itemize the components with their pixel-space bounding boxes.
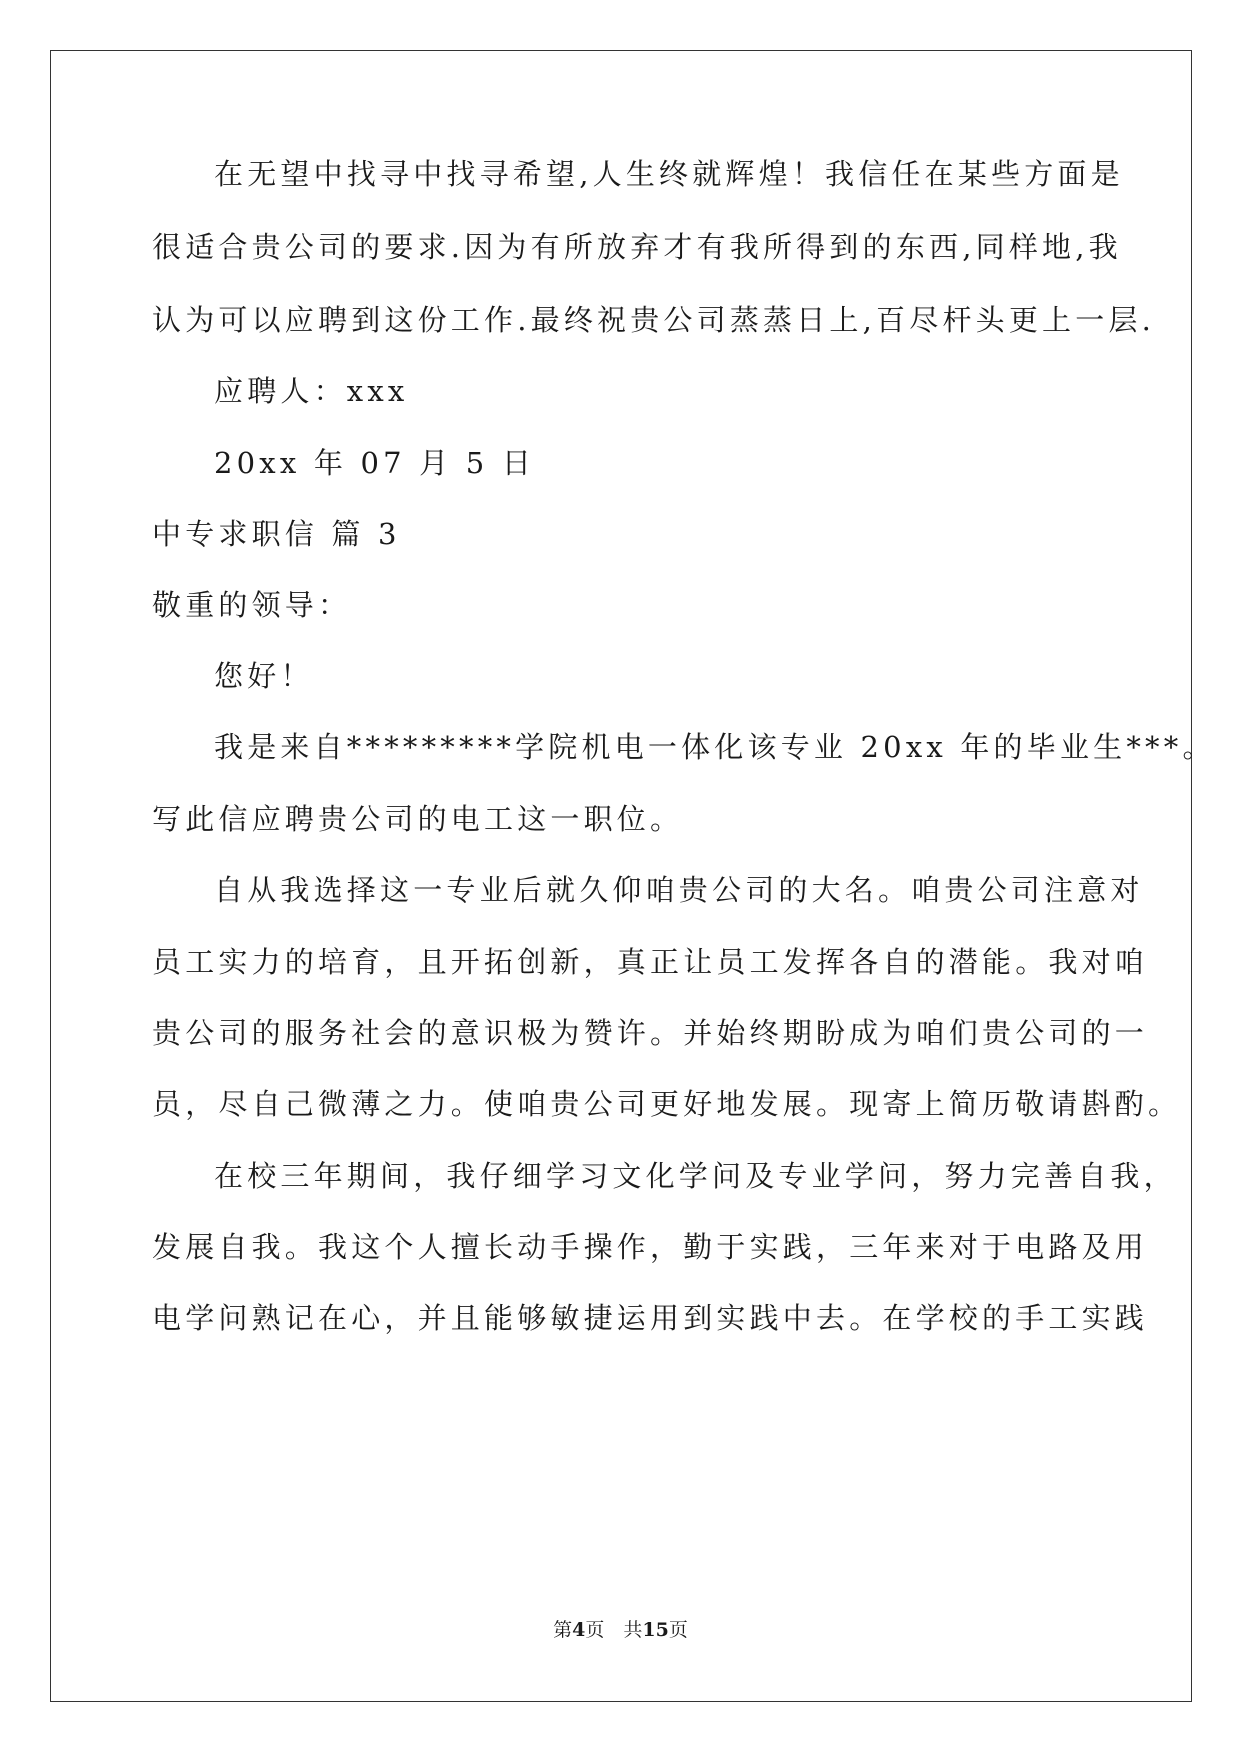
paragraph-line: 员，尽自己微薄之力。使咱贵公司更好地发展。现寄上简历敬请斟酌。 bbox=[152, 1087, 1182, 1121]
applicant-signature: 应聘人：xxx bbox=[214, 374, 409, 408]
page-number-total: 15 bbox=[642, 1619, 669, 1641]
salutation: 敬重的领导： bbox=[152, 588, 352, 622]
paragraph-line: 发展自我。我这个人擅长动手操作，勤于实践，三年来对于电路及用 bbox=[152, 1230, 1149, 1264]
paragraph-line: 员工实力的培育，且开拓创新，真正让员工发挥各自的潜能。我对咱 bbox=[152, 945, 1149, 979]
paragraph-line: 在校三年期间，我仔细学习文化学问及专业学问，努力完善自我， bbox=[214, 1159, 1177, 1193]
page-number-suffix: 页 bbox=[668, 1619, 688, 1641]
page-number-prefix: 第 bbox=[553, 1619, 573, 1641]
page-number-mid: 页 共 bbox=[585, 1619, 643, 1641]
section-heading: 中专求职信 篇 3 bbox=[152, 517, 401, 551]
greeting: 您好！ bbox=[214, 659, 314, 693]
paragraph-line: 很适合贵公司的要求.因为有所放弃才有我所得到的东西,同样地,我 bbox=[152, 230, 1122, 264]
page-footer bbox=[0, 1618, 1241, 1642]
paragraph-line: 电学问熟记在心，并且能够敏捷运用到实践中去。在学校的手工实践 bbox=[152, 1301, 1149, 1335]
paragraph-line: 写此信应聘贵公司的电工这一职位。 bbox=[152, 802, 684, 836]
paragraph-line: 自从我选择这一专业后就久仰咱贵公司的大名。咱贵公司注意对 bbox=[214, 873, 1144, 907]
page-number-current: 4 bbox=[572, 1619, 586, 1641]
paragraph-line: 贵公司的服务社会的意识极为赞许。并始终期盼成为咱们贵公司的一 bbox=[152, 1016, 1149, 1050]
paragraph-line: 在无望中找寻中找寻希望,人生终就辉煌！我信任在某些方面是 bbox=[214, 157, 1124, 191]
letter-date: 20xx 年 07 月 5 日 bbox=[214, 446, 536, 480]
paragraph-line: 认为可以应聘到这份工作.最终祝贵公司蒸蒸日上,百尽杆头更上一层. bbox=[152, 303, 1156, 337]
paragraph-line: 我是来自*********学院机电一体化该专业 20xx 年的毕业生***。 bbox=[214, 730, 1216, 764]
